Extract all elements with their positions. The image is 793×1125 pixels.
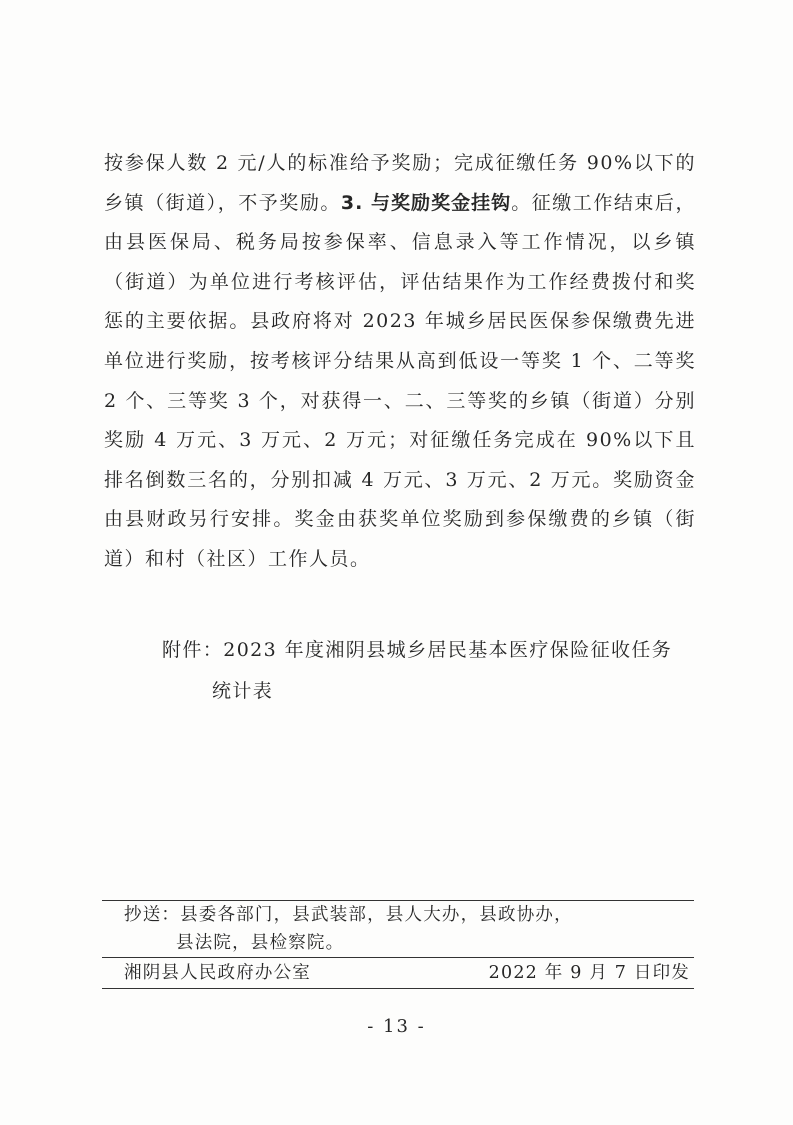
attachment-label: 附件： xyxy=(162,639,224,661)
body-paragraph xyxy=(104,144,696,580)
page-number: - 13 - xyxy=(367,1016,426,1037)
cc-label: 抄送： xyxy=(124,905,181,925)
attachment-title-line2: 统计表 xyxy=(212,680,274,702)
issuer-row xyxy=(102,958,694,988)
bottom-rule xyxy=(102,988,694,989)
bold-heading: 3. 与奖励奖金挂钩 xyxy=(340,191,512,214)
attachment-title-line1: 2023 年度湘阴县城乡居民基本医疗保险征收任务 xyxy=(223,639,673,661)
body-text-part-1: 按参保人数 2 元/人的标准给予奖励；完成征缴任务 90%以下的乡镇（街道），不予奖励。 xyxy=(104,152,696,214)
cc-line2: 县法院，县检察院。 xyxy=(176,933,345,953)
cc-line1: 县委各部门，县武装部，县人大办，县政协办， xyxy=(180,905,573,925)
issue-date: 2022 年 9 月 7 日印发 xyxy=(488,963,690,983)
attachment-note xyxy=(162,630,692,712)
cc-list xyxy=(102,901,694,957)
distribution-block xyxy=(102,900,694,989)
issuer-office: 湘阴县人民政府办公室 xyxy=(124,963,311,983)
body-text-part-2: 。征缴工作结束后，由县医保局、税务局按参保率、信息录入等工作情况，以乡镇（街道）为单位进行考核评估，评估结果作为工作经费拨付和奖惩的主要依据。县政府将对 2023 年城乡居民医保参保缴费先进单位进行奖励，按考核评分结果从高到低设一等奖 1 个、二等奖 2 个、三等奖 3 个，对获得一、二、三等奖的乡镇（街道）分别奖励 4 万元、3 万元、2 万元；对征缴任务完成在 90%以下且排名倒数三名的，分别扣减 4 万元、3 万元、2 万元。奖励资金由县财政另行安排。奖金由获奖单位奖励到参保缴费的乡镇（街道）和村（社区）工作人员。 xyxy=(104,191,696,570)
